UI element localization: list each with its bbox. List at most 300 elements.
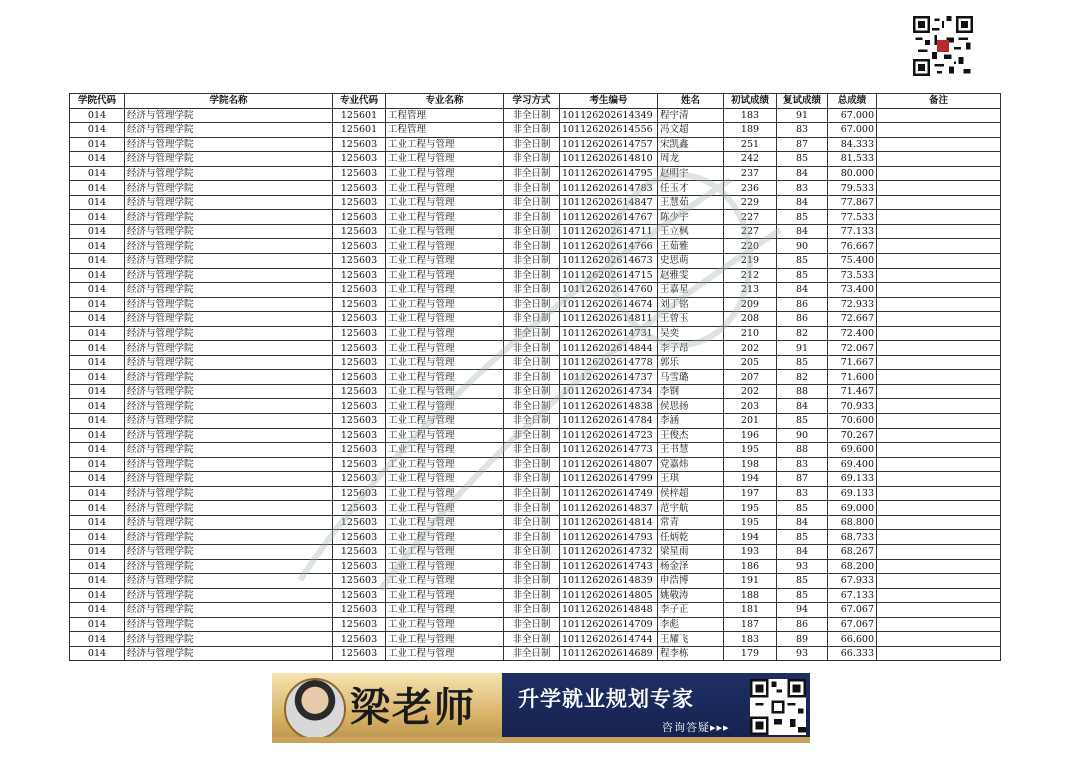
cell-major-code: 125603: [333, 588, 386, 603]
cell-total-score: 67.067: [828, 603, 877, 618]
table-row: [70, 399, 1001, 414]
cell-remarks: [877, 210, 1001, 225]
cell-college-code: 014: [70, 326, 125, 341]
cell-prelim-score: 187: [724, 617, 777, 632]
cell-prelim-score: 208: [724, 312, 777, 327]
cell-college-name: 经济与管理学院: [125, 283, 333, 298]
cell-candidate-id: 101126202614737: [560, 370, 658, 385]
cell-study-mode: 非全日制: [504, 195, 560, 210]
cell-study-mode: 非全日制: [504, 181, 560, 196]
cell-total-score: 70.267: [828, 428, 877, 443]
cell-college-code: 014: [70, 515, 125, 530]
cell-candidate-id: 101126202614784: [560, 414, 658, 429]
cell-study-mode: 非全日制: [504, 443, 560, 458]
cell-major-code: 125603: [333, 414, 386, 429]
cell-prelim-score: 194: [724, 530, 777, 545]
cell-major-name: 工业工程与管理: [386, 312, 504, 327]
cell-college-code: 014: [70, 399, 125, 414]
table-body: [70, 108, 1001, 661]
cell-total-score: 80.000: [828, 166, 877, 181]
table-row: [70, 370, 1001, 385]
cell-college-code: 014: [70, 181, 125, 196]
cell-retest-score: 85: [777, 588, 828, 603]
cell-college-name: 经济与管理学院: [125, 166, 333, 181]
cell-total-score: 71.667: [828, 355, 877, 370]
cell-study-mode: 非全日制: [504, 297, 560, 312]
cell-major-name: 工业工程与管理: [386, 646, 504, 661]
cell-name: 李彪: [658, 617, 724, 632]
cell-retest-score: 83: [777, 181, 828, 196]
cell-college-name: 经济与管理学院: [125, 559, 333, 574]
cell-remarks: [877, 414, 1001, 429]
cell-remarks: [877, 384, 1001, 399]
table-row: [70, 414, 1001, 429]
cell-college-code: 014: [70, 283, 125, 298]
cell-remarks: [877, 399, 1001, 414]
cell-candidate-id: 101126202614743: [560, 559, 658, 574]
cell-total-score: 67.933: [828, 574, 877, 589]
cell-major-code: 125603: [333, 515, 386, 530]
cell-retest-score: 82: [777, 370, 828, 385]
cell-major-code: 125603: [333, 224, 386, 239]
cell-retest-score: 94: [777, 603, 828, 618]
cell-candidate-id: 101126202614723: [560, 428, 658, 443]
cell-prelim-score: 202: [724, 384, 777, 399]
cell-college-name: 经济与管理学院: [125, 414, 333, 429]
cell-prelim-score: 191: [724, 574, 777, 589]
cell-college-code: 014: [70, 574, 125, 589]
cell-total-score: 73.400: [828, 283, 877, 298]
cell-major-code: 125603: [333, 472, 386, 487]
cell-retest-score: 86: [777, 312, 828, 327]
cell-college-code: 014: [70, 268, 125, 283]
cell-candidate-id: 101126202614673: [560, 254, 658, 269]
cell-major-name: 工业工程与管理: [386, 399, 504, 414]
cell-prelim-score: 195: [724, 515, 777, 530]
cell-major-code: 125603: [333, 457, 386, 472]
cell-major-code: 125603: [333, 428, 386, 443]
header-total-score: 总成绩: [828, 94, 877, 109]
cell-study-mode: 非全日制: [504, 210, 560, 225]
cell-total-score: 73.533: [828, 268, 877, 283]
cell-retest-score: 90: [777, 239, 828, 254]
cell-total-score: 66.333: [828, 646, 877, 661]
cell-remarks: [877, 486, 1001, 501]
cell-college-name: 经济与管理学院: [125, 646, 333, 661]
cell-college-name: 经济与管理学院: [125, 472, 333, 487]
cell-remarks: [877, 588, 1001, 603]
cell-retest-score: 85: [777, 574, 828, 589]
cell-college-code: 014: [70, 152, 125, 167]
cell-major-code: 125603: [333, 181, 386, 196]
cell-college-code: 014: [70, 312, 125, 327]
cell-major-code: 125601: [333, 108, 386, 123]
cell-major-name: 工业工程与管理: [386, 355, 504, 370]
banner-left-panel: [272, 673, 502, 743]
cell-college-name: 经济与管理学院: [125, 544, 333, 559]
header-college-code: 学院代码: [70, 94, 125, 109]
cell-remarks: [877, 123, 1001, 138]
qr-code-icon: [913, 16, 973, 76]
table-row: [70, 355, 1001, 370]
cell-college-name: 经济与管理学院: [125, 137, 333, 152]
cell-name: 王俊杰: [658, 428, 724, 443]
cell-remarks: [877, 501, 1001, 516]
table-row: [70, 603, 1001, 618]
cell-study-mode: 非全日制: [504, 108, 560, 123]
cell-remarks: [877, 370, 1001, 385]
cell-candidate-id: 101126202614709: [560, 617, 658, 632]
cell-major-name: 工业工程与管理: [386, 254, 504, 269]
cell-study-mode: 非全日制: [504, 355, 560, 370]
cell-prelim-score: 189: [724, 123, 777, 138]
table-row: [70, 137, 1001, 152]
cell-college-code: 014: [70, 501, 125, 516]
cell-major-name: 工业工程与管理: [386, 297, 504, 312]
cell-remarks: [877, 137, 1001, 152]
cell-college-code: 014: [70, 123, 125, 138]
header-retest-score: 复试成绩: [777, 94, 828, 109]
table-row: [70, 501, 1001, 516]
cell-candidate-id: 101126202614811: [560, 312, 658, 327]
table-row: [70, 283, 1001, 298]
cell-prelim-score: 188: [724, 588, 777, 603]
cell-total-score: 69.133: [828, 486, 877, 501]
cell-name: 任炳乾: [658, 530, 724, 545]
cell-major-code: 125603: [333, 312, 386, 327]
cell-total-score: 67.000: [828, 123, 877, 138]
cell-major-code: 125603: [333, 283, 386, 298]
cell-prelim-score: 195: [724, 443, 777, 458]
cell-retest-score: 88: [777, 443, 828, 458]
cell-total-score: 69.000: [828, 501, 877, 516]
cell-major-code: 125603: [333, 297, 386, 312]
cell-college-name: 经济与管理学院: [125, 443, 333, 458]
table-row: [70, 312, 1001, 327]
cell-total-score: 72.667: [828, 312, 877, 327]
table-row: [70, 530, 1001, 545]
cell-college-name: 经济与管理学院: [125, 108, 333, 123]
admission-score-table: [69, 93, 1001, 661]
cell-remarks: [877, 617, 1001, 632]
table-row: [70, 254, 1001, 269]
cell-study-mode: 非全日制: [504, 312, 560, 327]
cell-retest-score: 85: [777, 210, 828, 225]
cell-name: 马雪璐: [658, 370, 724, 385]
cell-major-name: 工业工程与管理: [386, 224, 504, 239]
cell-total-score: 72.933: [828, 297, 877, 312]
cell-study-mode: 非全日制: [504, 559, 560, 574]
cell-college-name: 经济与管理学院: [125, 341, 333, 356]
cell-college-name: 经济与管理学院: [125, 312, 333, 327]
cell-total-score: 68.733: [828, 530, 877, 545]
cell-study-mode: 非全日制: [504, 603, 560, 618]
cell-candidate-id: 101126202614689: [560, 646, 658, 661]
cell-name: 王茹雅: [658, 239, 724, 254]
cell-college-code: 014: [70, 530, 125, 545]
cell-college-code: 014: [70, 254, 125, 269]
cell-prelim-score: 209: [724, 297, 777, 312]
cell-major-code: 125603: [333, 574, 386, 589]
cell-remarks: [877, 355, 1001, 370]
cell-college-name: 经济与管理学院: [125, 239, 333, 254]
cell-retest-score: 83: [777, 457, 828, 472]
cell-retest-score: 84: [777, 283, 828, 298]
cell-total-score: 71.467: [828, 384, 877, 399]
table-row: [70, 195, 1001, 210]
cell-remarks: [877, 559, 1001, 574]
cell-major-code: 125603: [333, 399, 386, 414]
cell-study-mode: 非全日制: [504, 152, 560, 167]
table-header-row: [70, 94, 1001, 109]
cell-total-score: 68.200: [828, 559, 877, 574]
cell-remarks: [877, 472, 1001, 487]
cell-name: 范宇航: [658, 501, 724, 516]
cell-major-code: 125603: [333, 341, 386, 356]
cell-retest-score: 85: [777, 152, 828, 167]
cell-college-code: 014: [70, 588, 125, 603]
cell-retest-score: 86: [777, 617, 828, 632]
cell-candidate-id: 101126202614838: [560, 399, 658, 414]
cell-college-name: 经济与管理学院: [125, 268, 333, 283]
cell-major-name: 工业工程与管理: [386, 181, 504, 196]
table-row: [70, 515, 1001, 530]
cell-college-name: 经济与管理学院: [125, 501, 333, 516]
cell-study-mode: 非全日制: [504, 341, 560, 356]
cell-name: 任玉才: [658, 181, 724, 196]
cell-retest-score: 91: [777, 108, 828, 123]
cell-study-mode: 非全日制: [504, 530, 560, 545]
cell-major-name: 工业工程与管理: [386, 326, 504, 341]
cell-major-code: 125603: [333, 210, 386, 225]
cell-major-name: 工业工程与管理: [386, 501, 504, 516]
cell-major-name: 工业工程与管理: [386, 268, 504, 283]
cell-major-name: 工业工程与管理: [386, 210, 504, 225]
cell-study-mode: 非全日制: [504, 457, 560, 472]
cell-prelim-score: 210: [724, 326, 777, 341]
cell-study-mode: 非全日制: [504, 166, 560, 181]
cell-major-code: 125603: [333, 632, 386, 647]
cell-college-code: 014: [70, 457, 125, 472]
table-row: [70, 559, 1001, 574]
cell-candidate-id: 101126202614805: [560, 588, 658, 603]
cell-name: 姚敬涛: [658, 588, 724, 603]
cell-college-code: 014: [70, 210, 125, 225]
cell-prelim-score: 212: [724, 268, 777, 283]
cell-candidate-id: 101126202614744: [560, 632, 658, 647]
cell-study-mode: 非全日制: [504, 544, 560, 559]
cell-remarks: [877, 152, 1001, 167]
cell-remarks: [877, 224, 1001, 239]
cell-major-name: 工业工程与管理: [386, 559, 504, 574]
cell-major-code: 125603: [333, 617, 386, 632]
cell-college-name: 经济与管理学院: [125, 254, 333, 269]
cell-prelim-score: 236: [724, 181, 777, 196]
cell-name: 冯文超: [658, 123, 724, 138]
cell-candidate-id: 101126202614674: [560, 297, 658, 312]
cell-name: 王曾玉: [658, 312, 724, 327]
table-row: [70, 341, 1001, 356]
cell-major-name: 工业工程与管理: [386, 603, 504, 618]
cell-college-code: 014: [70, 297, 125, 312]
cell-college-code: 014: [70, 559, 125, 574]
cell-remarks: [877, 283, 1001, 298]
cell-name: 李钢: [658, 384, 724, 399]
cell-prelim-score: 227: [724, 210, 777, 225]
cell-retest-score: 84: [777, 515, 828, 530]
cell-candidate-id: 101126202614715: [560, 268, 658, 283]
table-row: [70, 166, 1001, 181]
cell-prelim-score: 229: [724, 195, 777, 210]
table-row: [70, 239, 1001, 254]
cell-remarks: [877, 297, 1001, 312]
cell-college-name: 经济与管理学院: [125, 530, 333, 545]
cell-major-code: 125603: [333, 355, 386, 370]
cell-name: 程宇清: [658, 108, 724, 123]
cell-college-name: 经济与管理学院: [125, 210, 333, 225]
cell-name: 刘丁铭: [658, 297, 724, 312]
cell-candidate-id: 101126202614767: [560, 210, 658, 225]
cell-total-score: 67.133: [828, 588, 877, 603]
cell-retest-score: 91: [777, 341, 828, 356]
promo-banner: [272, 673, 810, 743]
cell-study-mode: 非全日制: [504, 123, 560, 138]
cell-major-name: 工业工程与管理: [386, 457, 504, 472]
cell-college-code: 014: [70, 472, 125, 487]
cell-major-name: 工业工程与管理: [386, 283, 504, 298]
cell-college-name: 经济与管理学院: [125, 123, 333, 138]
cell-prelim-score: 195: [724, 501, 777, 516]
avatar: [284, 678, 346, 740]
table-row: [70, 472, 1001, 487]
cell-major-name: 工业工程与管理: [386, 486, 504, 501]
cell-major-name: 工业工程与管理: [386, 472, 504, 487]
table-row: [70, 443, 1001, 458]
banner-gold-stripe: [272, 737, 810, 743]
cell-candidate-id: 101126202614732: [560, 544, 658, 559]
cell-major-code: 125603: [333, 544, 386, 559]
cell-major-name: 工业工程与管理: [386, 166, 504, 181]
cell-college-name: 经济与管理学院: [125, 370, 333, 385]
cell-retest-score: 85: [777, 254, 828, 269]
cell-major-code: 125603: [333, 603, 386, 618]
cell-retest-score: 87: [777, 137, 828, 152]
cell-major-code: 125603: [333, 268, 386, 283]
cell-candidate-id: 101126202614749: [560, 486, 658, 501]
cell-remarks: [877, 457, 1001, 472]
cell-college-name: 经济与管理学院: [125, 384, 333, 399]
cell-college-name: 经济与管理学院: [125, 632, 333, 647]
cell-name: 侯梓超: [658, 486, 724, 501]
cell-name: 李子正: [658, 603, 724, 618]
cell-name: 史思萌: [658, 254, 724, 269]
cell-prelim-score: 220: [724, 239, 777, 254]
cell-remarks: [877, 646, 1001, 661]
cell-college-name: 经济与管理学院: [125, 195, 333, 210]
cell-college-name: 经济与管理学院: [125, 224, 333, 239]
cell-major-name: 工业工程与管理: [386, 370, 504, 385]
cell-candidate-id: 101126202614349: [560, 108, 658, 123]
cell-name: 杨金泽: [658, 559, 724, 574]
cell-remarks: [877, 268, 1001, 283]
cell-major-name: 工业工程与管理: [386, 414, 504, 429]
cell-candidate-id: 101126202614773: [560, 443, 658, 458]
cell-major-code: 125603: [333, 239, 386, 254]
cell-candidate-id: 101126202614844: [560, 341, 658, 356]
cell-college-code: 014: [70, 428, 125, 443]
cell-study-mode: 非全日制: [504, 617, 560, 632]
cell-name: 梁星雨: [658, 544, 724, 559]
cell-total-score: 71.600: [828, 370, 877, 385]
cell-college-code: 014: [70, 370, 125, 385]
cell-prelim-score: 198: [724, 457, 777, 472]
cell-remarks: [877, 443, 1001, 458]
cell-prelim-score: 227: [724, 224, 777, 239]
cell-college-code: 014: [70, 355, 125, 370]
banner-slogan: 升学就业规划专家: [518, 686, 694, 711]
cell-total-score: 67.000: [828, 108, 877, 123]
table-row: [70, 646, 1001, 661]
cell-remarks: [877, 341, 1001, 356]
banner-name: 梁老师: [350, 684, 476, 731]
cell-college-code: 014: [70, 137, 125, 152]
cell-major-name: 工业工程与管理: [386, 515, 504, 530]
cell-study-mode: 非全日制: [504, 472, 560, 487]
cell-major-name: 工程管理: [386, 108, 504, 123]
cell-remarks: [877, 254, 1001, 269]
cell-name: 李涵: [658, 414, 724, 429]
cell-retest-score: 85: [777, 268, 828, 283]
table-row: [70, 486, 1001, 501]
cell-candidate-id: 101126202614766: [560, 239, 658, 254]
cell-candidate-id: 101126202614711: [560, 224, 658, 239]
table-row: [70, 617, 1001, 632]
cell-total-score: 77.533: [828, 210, 877, 225]
cell-candidate-id: 101126202614757: [560, 137, 658, 152]
cell-college-code: 014: [70, 544, 125, 559]
cell-major-name: 工业工程与管理: [386, 195, 504, 210]
cell-major-code: 125603: [333, 370, 386, 385]
header-study-mode: 学习方式: [504, 94, 560, 109]
cell-study-mode: 非全日制: [504, 486, 560, 501]
cell-major-code: 125603: [333, 559, 386, 574]
cell-prelim-score: 205: [724, 355, 777, 370]
header-remarks: 备注: [877, 94, 1001, 109]
cell-major-name: 工业工程与管理: [386, 574, 504, 589]
cell-prelim-score: 179: [724, 646, 777, 661]
cell-study-mode: 非全日制: [504, 632, 560, 647]
cell-prelim-score: 213: [724, 283, 777, 298]
cell-retest-score: 93: [777, 646, 828, 661]
table-row: [70, 108, 1001, 123]
cell-name: 周龙: [658, 152, 724, 167]
cell-name: 王立枫: [658, 224, 724, 239]
cell-candidate-id: 101126202614556: [560, 123, 658, 138]
table-row: [70, 181, 1001, 196]
cell-prelim-score: 237: [724, 166, 777, 181]
qr-code-icon[interactable]: [750, 679, 806, 735]
cell-study-mode: 非全日制: [504, 224, 560, 239]
cell-college-name: 经济与管理学院: [125, 515, 333, 530]
cell-major-name: 工业工程与管理: [386, 530, 504, 545]
header-candidate-id: 考生编号: [560, 94, 658, 109]
cell-candidate-id: 101126202614810: [560, 152, 658, 167]
table-row: [70, 297, 1001, 312]
cell-major-name: 工业工程与管理: [386, 544, 504, 559]
cell-college-code: 014: [70, 108, 125, 123]
header-major-code: 专业代码: [333, 94, 386, 109]
table-row: [70, 224, 1001, 239]
